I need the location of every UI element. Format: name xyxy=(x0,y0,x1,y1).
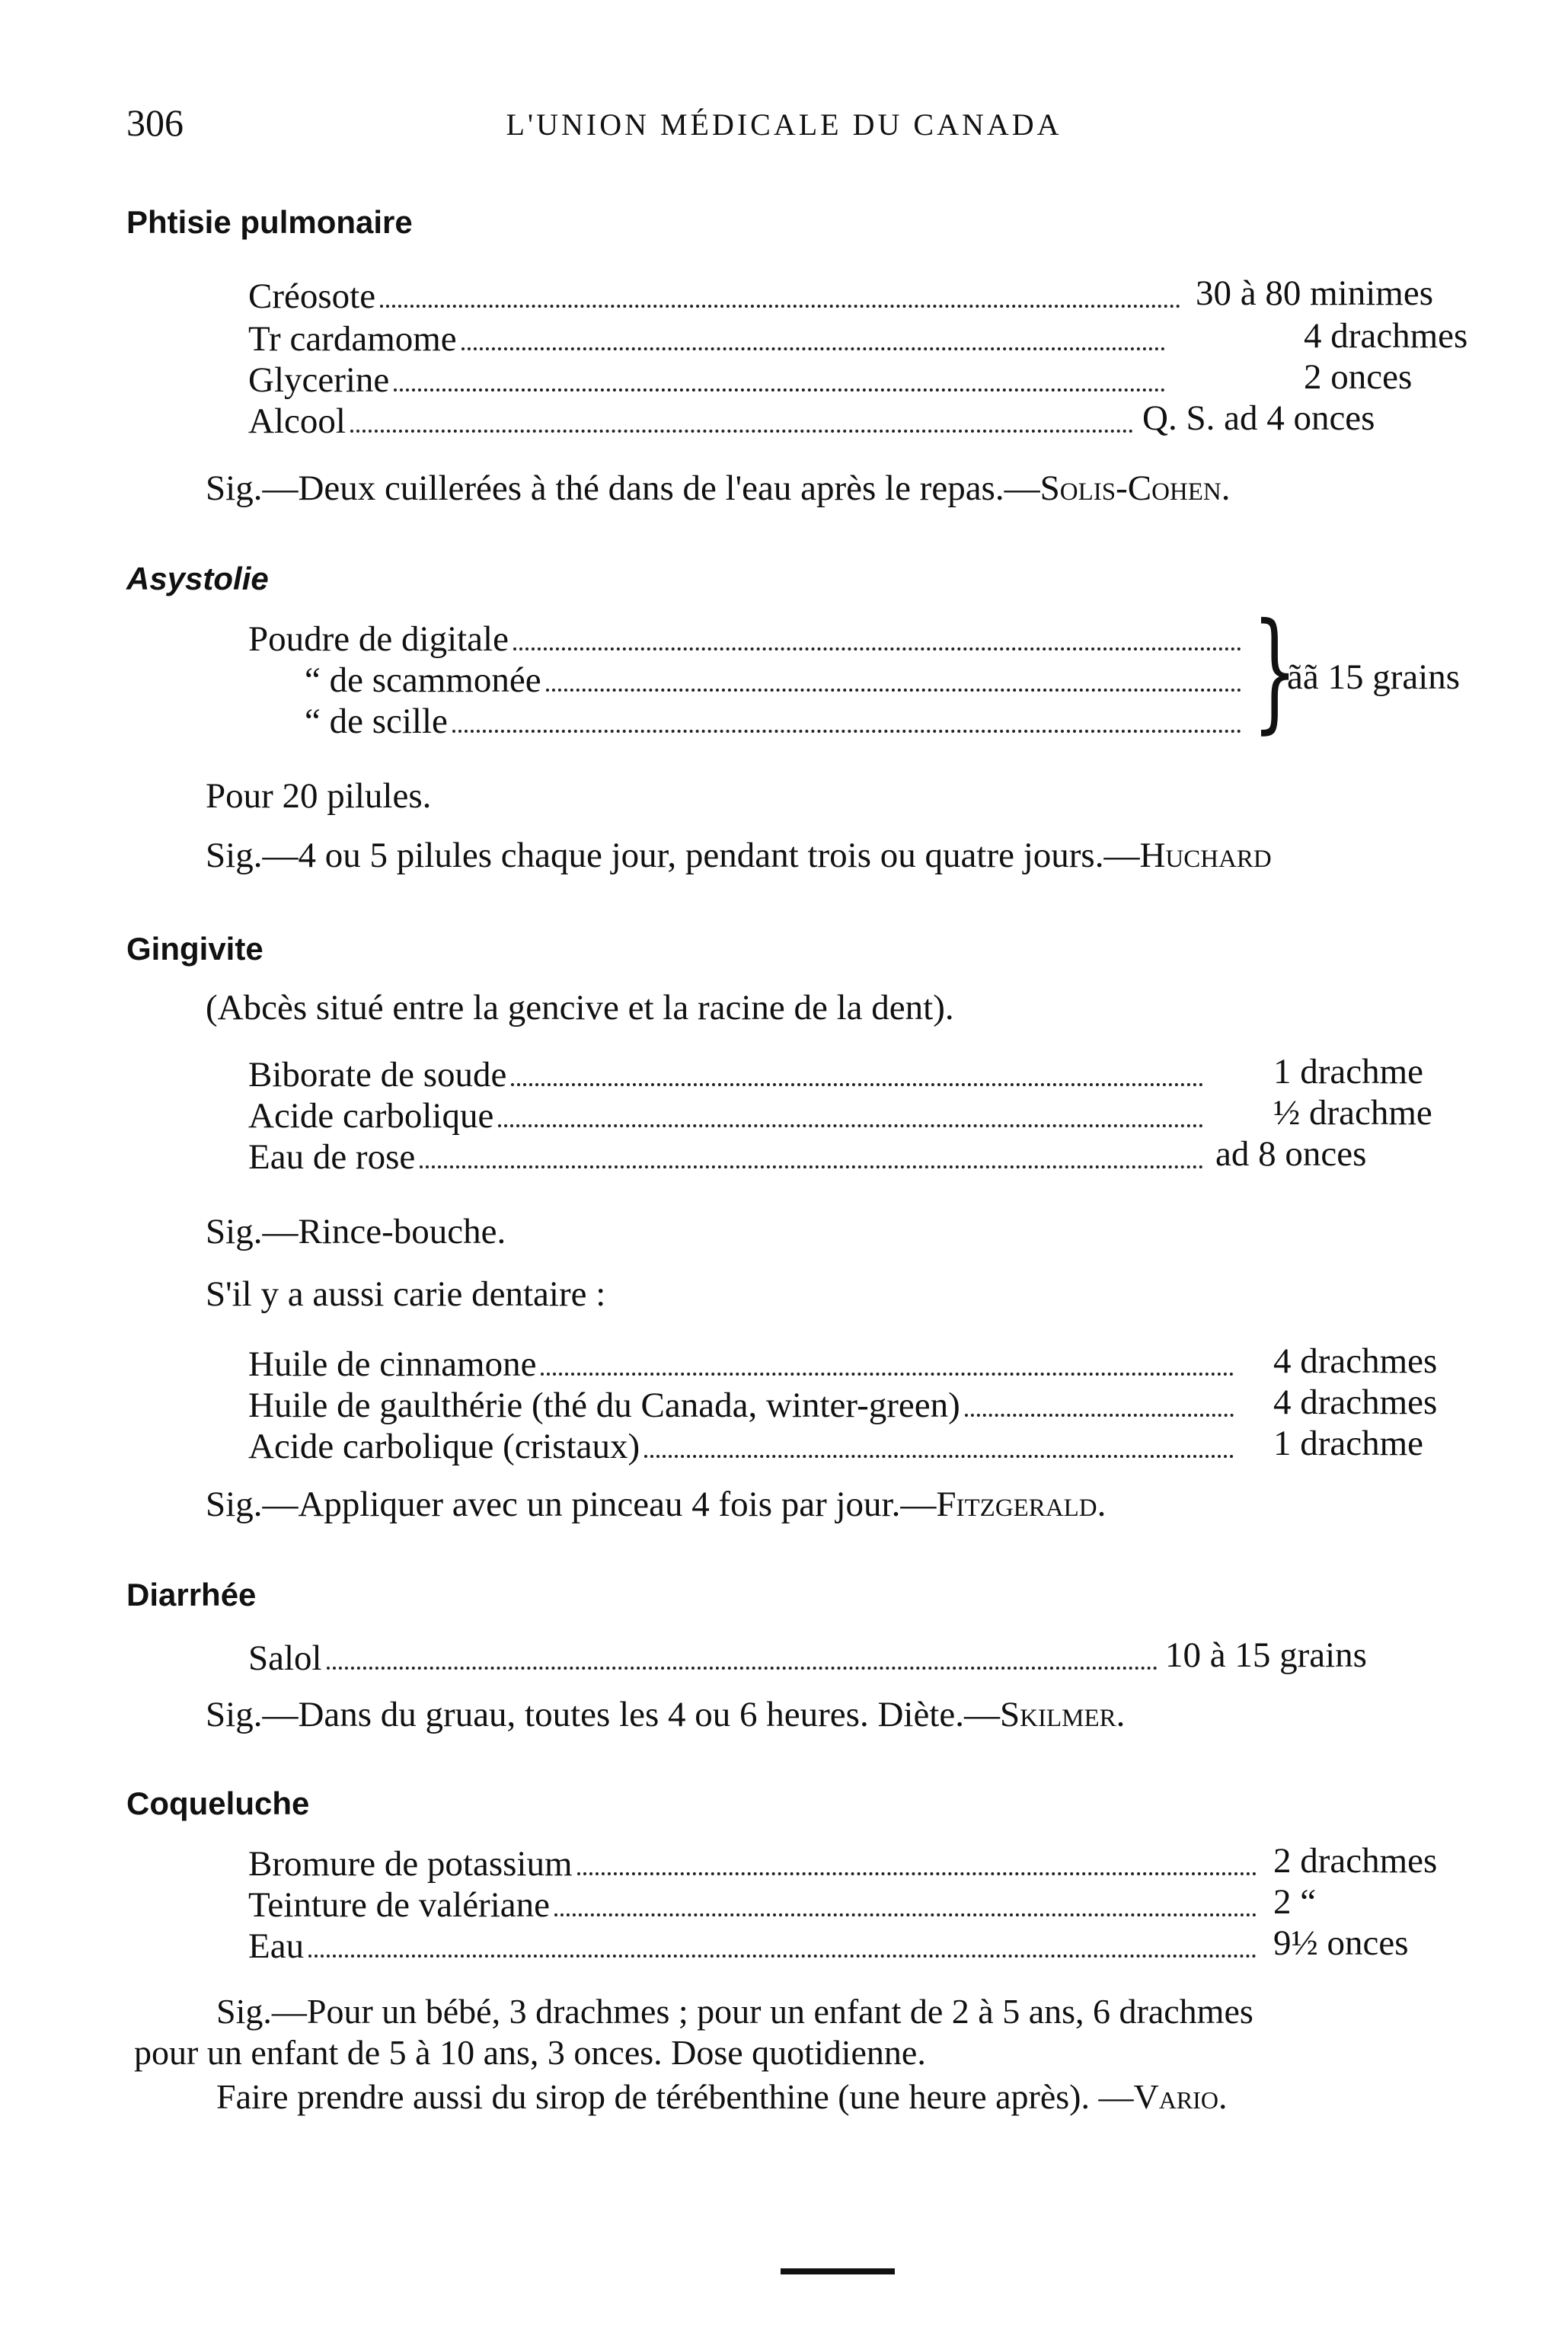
signature-line xyxy=(206,1694,1125,1735)
section-heading-phtisie: Phtisie pulmonaire xyxy=(126,204,413,240)
ingredient-name: Salol xyxy=(248,1638,322,1678)
ingredient-name: Acide carbolique (cristaux) xyxy=(248,1427,640,1466)
section-heading-asystolie: Asystolie xyxy=(126,561,269,596)
sig-text: Sig.—Deux cuillerées à thé dans de l'eau après le repas.— xyxy=(206,468,1040,508)
author-name: Vario. xyxy=(1133,2077,1228,2116)
prescription-row xyxy=(248,1054,1208,1097)
ingredient-name: “ de scammonée xyxy=(305,660,541,700)
dot-leader xyxy=(308,1955,1257,1958)
ingredient-name: Huile de cinnamone xyxy=(248,1344,537,1384)
sig-text: Sig.—Dans du gruau, toutes les 4 ou 6 heures. Diète.— xyxy=(206,1695,1000,1734)
dot-leader xyxy=(511,1083,1203,1086)
dot-leader xyxy=(965,1414,1234,1417)
page-number: 306 xyxy=(126,101,184,144)
footer-rule xyxy=(781,2268,895,2274)
signature-line xyxy=(216,2076,1227,2117)
prescription-row xyxy=(248,1426,1238,1469)
prescription-row xyxy=(248,360,1170,402)
sig-text: Sig.—4 ou 5 pilules chaque jour, pendant trois ou quatre jours.— xyxy=(206,836,1140,875)
author-name: Fitzgerald. xyxy=(936,1485,1107,1524)
dot-leader xyxy=(420,1165,1203,1168)
dot-leader xyxy=(577,1872,1257,1875)
ingredient-name: Bromure de potassium xyxy=(248,1844,573,1884)
pill-count: Pour 20 pilules. xyxy=(206,776,432,816)
dot-leader xyxy=(327,1667,1158,1670)
dot-leader xyxy=(513,647,1241,650)
ingredient-qty: 4 drachmes xyxy=(1304,316,1468,356)
ingredient-qty: ½ drachme xyxy=(1273,1093,1432,1133)
ingredient-name: Glycerine xyxy=(248,360,390,400)
prescription-row xyxy=(248,1843,1261,1886)
dot-leader xyxy=(644,1455,1234,1458)
ingredient-name: Biborate de soude xyxy=(248,1055,507,1095)
section-note: (Abcès situé entre la gencive et la racine de la dent). xyxy=(206,988,954,1028)
dot-leader xyxy=(452,730,1241,733)
section-heading-diarrhee: Diarrhée xyxy=(126,1577,257,1613)
sig-text: Sig.—Appliquer avec un pinceau 4 fois par jour.— xyxy=(206,1485,937,1524)
ingredient-qty: 4 drachmes xyxy=(1273,1341,1438,1381)
prescription-row xyxy=(305,660,1246,702)
prescription-row xyxy=(248,1926,1261,1968)
ingredient-name: Eau xyxy=(248,1926,305,1966)
section-heading-gingivite: Gingivite xyxy=(126,931,263,967)
dot-leader xyxy=(554,1913,1257,1916)
dot-leader xyxy=(350,430,1133,433)
sig-text: Faire prendre aussi du sirop de térébenthine (une heure après). — xyxy=(216,2077,1134,2116)
ingredient-qty: 10 à 15 grains xyxy=(1165,1635,1367,1675)
ingredient-qty: 30 à 80 minimes xyxy=(1196,273,1433,313)
ingredient-qty: 2 drachmes xyxy=(1273,1841,1438,1881)
ingredient-name: Alcool xyxy=(248,401,346,441)
signature-line xyxy=(206,468,1230,509)
ingredient-qty: 2 “ xyxy=(1273,1882,1317,1922)
ingredient-name: Tr cardamome xyxy=(248,319,457,359)
prescription-row xyxy=(305,701,1246,743)
author-name: Huchard xyxy=(1139,836,1272,875)
author-name: Solis-Cohen. xyxy=(1039,468,1231,508)
ingredient-qty: 1 drachme xyxy=(1273,1052,1424,1092)
ingredient-name: Teinture de valériane xyxy=(248,1885,550,1925)
ingredient-qty: Q. S. ad 4 onces xyxy=(1142,398,1375,438)
prescription-row xyxy=(248,1095,1208,1138)
author-name: Skilmer. xyxy=(999,1695,1126,1734)
ingredient-qty: ad 8 onces xyxy=(1215,1134,1367,1174)
running-title: L'UNION MÉDICALE DU CANADA xyxy=(506,107,1062,142)
ingredient-qty: 9½ onces xyxy=(1273,1923,1409,1963)
prescription-row xyxy=(248,1344,1238,1386)
sig-text: pour un enfant de 5 à 10 ans, 3 onces. Dose quotidienne. xyxy=(134,2033,926,2072)
ingredient-name: Poudre de digitale xyxy=(248,619,509,659)
prescription-row xyxy=(248,1136,1208,1179)
prescription-row xyxy=(248,1638,1162,1680)
section-heading-coqueluche: Coqueluche xyxy=(126,1785,310,1821)
dot-leader xyxy=(498,1124,1203,1127)
ingredient-qty: 1 drachme xyxy=(1273,1424,1424,1463)
prescription-row xyxy=(248,1385,1238,1427)
sig-text: Sig.—Pour un bébé, 3 drachmes ; pour un enfant de 2 à 5 ans, 6 drachmes xyxy=(216,1992,1253,2031)
ingredient-name: Acide carbolique xyxy=(248,1096,494,1136)
dot-leader xyxy=(394,388,1165,392)
ingredient-qty: 2 onces xyxy=(1304,357,1413,397)
ingredient-name: Créosote xyxy=(248,276,376,316)
prescription-row xyxy=(248,318,1170,361)
dot-leader xyxy=(461,347,1165,350)
signature-line xyxy=(206,835,1272,876)
ingredient-name: Eau de rose xyxy=(248,1137,416,1177)
sig-text: Sig.—Rince-bouche. xyxy=(206,1212,506,1251)
prescription-row xyxy=(248,276,1185,318)
ingredient-name: “ de scille xyxy=(305,702,448,741)
signature-line xyxy=(206,1484,1106,1525)
prescription-row xyxy=(248,1884,1261,1927)
prescription-row xyxy=(248,619,1246,661)
prescription-row xyxy=(248,401,1138,443)
grouped-qty: ãã 15 grains xyxy=(1287,657,1461,697)
dot-leader xyxy=(380,305,1180,308)
dot-leader xyxy=(546,689,1241,692)
grouping-brace: } xyxy=(1252,596,1298,746)
ingredient-name: Huile de gaulthérie (thé du Canada, winter-green) xyxy=(248,1386,960,1425)
section-note: S'il y a aussi carie dentaire : xyxy=(206,1274,606,1314)
ingredient-qty: 4 drachmes xyxy=(1273,1382,1438,1422)
dot-leader xyxy=(541,1373,1234,1376)
